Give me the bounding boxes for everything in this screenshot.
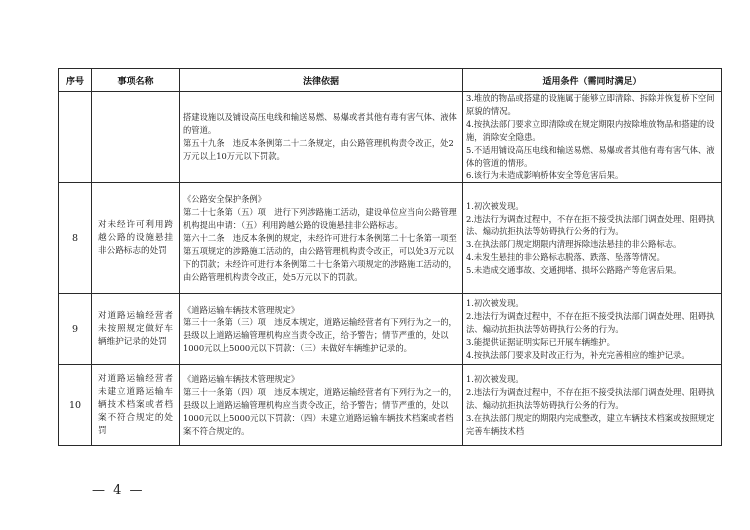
condition-item: 2.违法行为调查过程中，不存在拒不接受执法部门调查处理、阻碍执法、煽动抗拒执法等妨碍执行公务的行为。 [466,310,715,334]
conditions-cell [463,294,722,365]
row-number: 9 [59,294,92,365]
legal-basis-paragraph: 第三十一条第（三）项 违反本规定，道路运输经营者有下列行为之一的，县级以上道路运输管理机构应当责令改正，给予警告；情节严重的，处以1000元以上5000元以下罚款：（三）未做好车辆维护记录的。 [183,317,457,354]
legal-basis-paragraph: 《道路运输车辆技术管理规定》 [183,304,300,315]
item-name: 对道路运输经营者未建立道路运输车辆技术档案或者档案不符合规定的处罚 [92,365,180,446]
condition-item: 3.堆放的物品或搭建的设施属于能够立即清除、拆除并恢复桥下空间原貌的情况。 [466,93,715,116]
item-name: 对道路运输经营者未按照规定做好车辆维护记录的处罚 [92,294,180,365]
condition-item: 5.不适用铺设高压电线和输送易燃、易爆或者其他有毒有害气体、液体的管道的情形。 [466,144,715,168]
condition-item: 1.初次被发现。 [466,374,524,385]
item-name: 对未经许可利用跨越公路的设施悬挂非公路标志的处罚 [92,183,180,294]
item-name [92,92,180,183]
legal-basis-cell [180,92,463,183]
page-number: — 4 — [92,483,145,498]
condition-item: 4.按执法部门要求及时改正行为，补充完善相应的维护记录。 [466,349,690,360]
condition-item: 2.违法行为调查过程中，不存在拒不接受执法部门调查处理、阻碍执法、煽动抗拒执法等妨碍执行公务的行为。 [466,213,715,237]
condition-item: 5.未造成交通事故、交通拥堵、损坏公路路产等危害后果。 [466,265,682,276]
regulation-table [58,68,722,446]
header-conditions: 适用条件（需同时满足） [463,69,722,92]
table-header-row [59,69,722,92]
legal-basis-paragraph: 搭建设施以及铺设高压电线和输送易燃、易爆或者其他有毒有害气体、液体的管道。 [183,112,457,136]
table-row [59,183,722,294]
header-law: 法律依据 [180,69,463,92]
conditions-cell [463,92,722,183]
legal-basis-cell [180,365,463,446]
legal-basis-paragraph: 第二十七条第（五）项 进行下列涉路施工活动，建设单位应当向公路管理机构提出申请：（五）利用跨越公路的设施悬挂非公路标志。 [183,207,457,230]
condition-item: 1.初次被发现。 [466,200,524,211]
legal-basis-cell [180,183,463,294]
condition-item: 4.按执法部门要求立即清除或在规定期限内按除堆放物品和搭建的设施，消除安全隐患。 [466,118,715,142]
header-name: 事项名称 [92,69,180,92]
condition-item: 2.违法行为调查过程中，不存在拒不接受执法部门调查处理、阻碍执法、煽动抗拒执法等妨碍执行公务的行为。 [466,386,715,410]
row-number: 10 [59,365,92,446]
legal-basis-cell [180,294,463,365]
legal-basis-paragraph: 第六十二条 违反本条例的规定，未经许可进行本条例第二十七条第一项至第五项规定的涉路施工活动的，由公路管理机构责令改正，可以处3万元以下的罚款；未经许可进行本条例第二十七条第六项规定的涉路施工活动的，由公路管理机构责令改正，处5万元以下的罚款。 [183,232,457,282]
condition-item: 4.未发生悬挂的非公路标志脱落、跌落、坠落等情况。 [466,252,665,263]
conditions-cell [463,365,722,446]
condition-item: 3.在执法部门规定期限内清理拆除违法悬挂的非公路标志。 [466,239,682,250]
condition-item: 6.该行为未造成影响桥体安全等危害后果。 [466,170,624,181]
table-row [59,365,722,446]
condition-item: 1.初次被发现。 [466,298,524,309]
legal-basis-paragraph: 《公路安全保护条例》 [183,194,266,205]
condition-item: 3.能提供证据证明实际已开展车辆维护。 [466,336,615,347]
legal-basis-paragraph: 第五十九条 违反本条例第二十二条规定，由公路管理机构责令改正，处2万元以上10万元以下罚款。 [183,138,454,162]
row-number: 8 [59,183,92,294]
header-no: 序号 [59,69,92,92]
table-row [59,92,722,183]
table-body [59,92,722,446]
conditions-cell [463,183,722,294]
condition-item: 3.在执法部门规定的期限内完成整改，建立车辆技术档案或按照规定完善车辆技术档 [466,412,715,436]
row-number [59,92,92,183]
legal-basis-paragraph: 第三十一条第（四）项 违反本规定，道路运输经营者有下列行为之一的，县级以上道路运输管理机构应当责令改正，给予警告；情节严重的，处以1000元以上5000元以下罚款：（四）未建立道路运输车辆技术档案或者档案不符合规定的。 [183,386,457,436]
table-row [59,294,722,365]
legal-basis-paragraph: 《道路运输车辆技术管理规定》 [183,374,300,385]
